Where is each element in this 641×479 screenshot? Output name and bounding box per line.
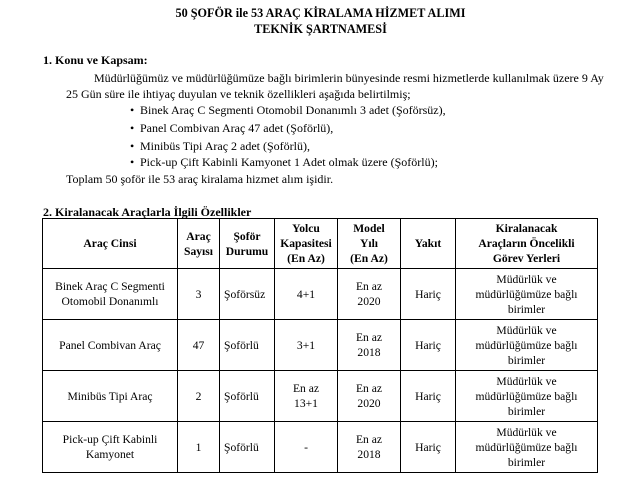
cell-sofor-durumu: Şoförlü <box>220 371 275 422</box>
bullet-text: Pick-up Çift Kabinli Kamyonet 1 Adet olmak üzere (Şoförlü); <box>140 155 438 169</box>
bullet-dot-icon: • <box>130 103 135 117</box>
cell-arac-cinsi: Binek Araç C Segmenti Otomobil Donanımlı <box>43 269 178 320</box>
bullet-item <box>130 139 310 154</box>
section-1-paragraph-line2: 25 Gün süre ile ihtiyaç duyulan ve teknik özellikleri aşağıda belirtilmiş; <box>66 87 411 101</box>
header-arac-sayisi: Araç Sayısı <box>178 219 220 269</box>
header-arac-cinsi: Araç Cinsi <box>43 219 178 269</box>
vehicle-spec-table <box>42 218 598 473</box>
cell-yolcu-kapasitesi: 4+1 <box>275 269 338 320</box>
section-2-heading: 2. Kiralanacak Araçlarla İlgili Özellikler <box>43 205 252 219</box>
table-row <box>43 422 598 473</box>
cell-sofor-durumu: Şoförlü <box>220 422 275 473</box>
section-1-summary: Toplam 50 şoför ile 53 araç kiralama hizmet alım işidir. <box>66 172 334 186</box>
section-1-paragraph-line1: Müdürlüğümüz ve müdürlüğümüze bağlı birimlerin bünyesinde resmi hizmetlerde kullanılmak üzere 9 Ay <box>94 71 604 85</box>
section-1-heading: 1. Konu ve Kapsam: <box>43 53 148 67</box>
cell-arac-sayisi: 1 <box>178 422 220 473</box>
cell-yolcu-kapasitesi: En az 13+1 <box>275 371 338 422</box>
bullet-text: Binek Araç C Segmenti Otomobil Donanımlı 3 adet (Şoförsüz), <box>140 103 446 117</box>
cell-gorev-yerleri: Müdürlük ve müdürlüğümüze bağlı birimler <box>456 269 598 320</box>
bullet-text: Minibüs Tipi Araç 2 adet (Şoförlü), <box>140 139 310 153</box>
cell-yolcu-kapasitesi: 3+1 <box>275 320 338 371</box>
cell-gorev-yerleri: Müdürlük ve müdürlüğümüze bağlı birimler <box>456 371 598 422</box>
header-model-yili: Model Yılı (En Az) <box>338 219 401 269</box>
cell-gorev-yerleri: Müdürlük ve müdürlüğümüze bağlı birimler <box>456 422 598 473</box>
table-row <box>43 371 598 422</box>
header-gorev-yerleri: Kiralanacak Araçların Öncelikli Görev Yerleri <box>456 219 598 269</box>
document-subtitle: TEKNİK ŞARTNAMESİ <box>254 22 387 36</box>
cell-yakit: Hariç <box>401 371 456 422</box>
bullet-dot-icon: • <box>130 155 135 169</box>
cell-sofor-durumu: Şoförlü <box>220 320 275 371</box>
table-row <box>43 320 598 371</box>
cell-arac-sayisi: 3 <box>178 269 220 320</box>
cell-sofor-durumu: Şoförsüz <box>220 269 275 320</box>
header-yakit: Yakıt <box>401 219 456 269</box>
bullet-dot-icon: • <box>130 139 135 153</box>
cell-yakit: Hariç <box>401 269 456 320</box>
cell-arac-cinsi: Pick-up Çift Kabinli Kamyonet <box>43 422 178 473</box>
cell-model-yili: En az 2020 <box>338 269 401 320</box>
bullet-item <box>130 103 446 118</box>
bullet-item <box>130 155 438 170</box>
cell-arac-sayisi: 47 <box>178 320 220 371</box>
cell-arac-cinsi: Minibüs Tipi Araç <box>43 371 178 422</box>
cell-yakit: Hariç <box>401 320 456 371</box>
cell-yolcu-kapasitesi: - <box>275 422 338 473</box>
header-sofor-durumu: Şoför Durumu <box>220 219 275 269</box>
bullet-dot-icon: • <box>130 121 135 135</box>
cell-yakit: Hariç <box>401 422 456 473</box>
cell-model-yili: En az 2018 <box>338 320 401 371</box>
cell-model-yili: En az 2020 <box>338 371 401 422</box>
bullet-item <box>130 121 333 136</box>
cell-arac-sayisi: 2 <box>178 371 220 422</box>
document-title: 50 ŞOFÖR ile 53 ARAÇ KİRALAMA HİZMET ALIMI <box>175 6 466 20</box>
cell-model-yili: En az 2018 <box>338 422 401 473</box>
header-yolcu-kapasitesi: Yolcu Kapasitesi (En Az) <box>275 219 338 269</box>
table-header-row <box>43 219 598 269</box>
cell-gorev-yerleri: Müdürlük ve müdürlüğümüze bağlı birimler <box>456 320 598 371</box>
cell-arac-cinsi: Panel Combivan Araç <box>43 320 178 371</box>
bullet-text: Panel Combivan Araç 47 adet (Şoförlü), <box>140 121 334 135</box>
table-row <box>43 269 598 320</box>
